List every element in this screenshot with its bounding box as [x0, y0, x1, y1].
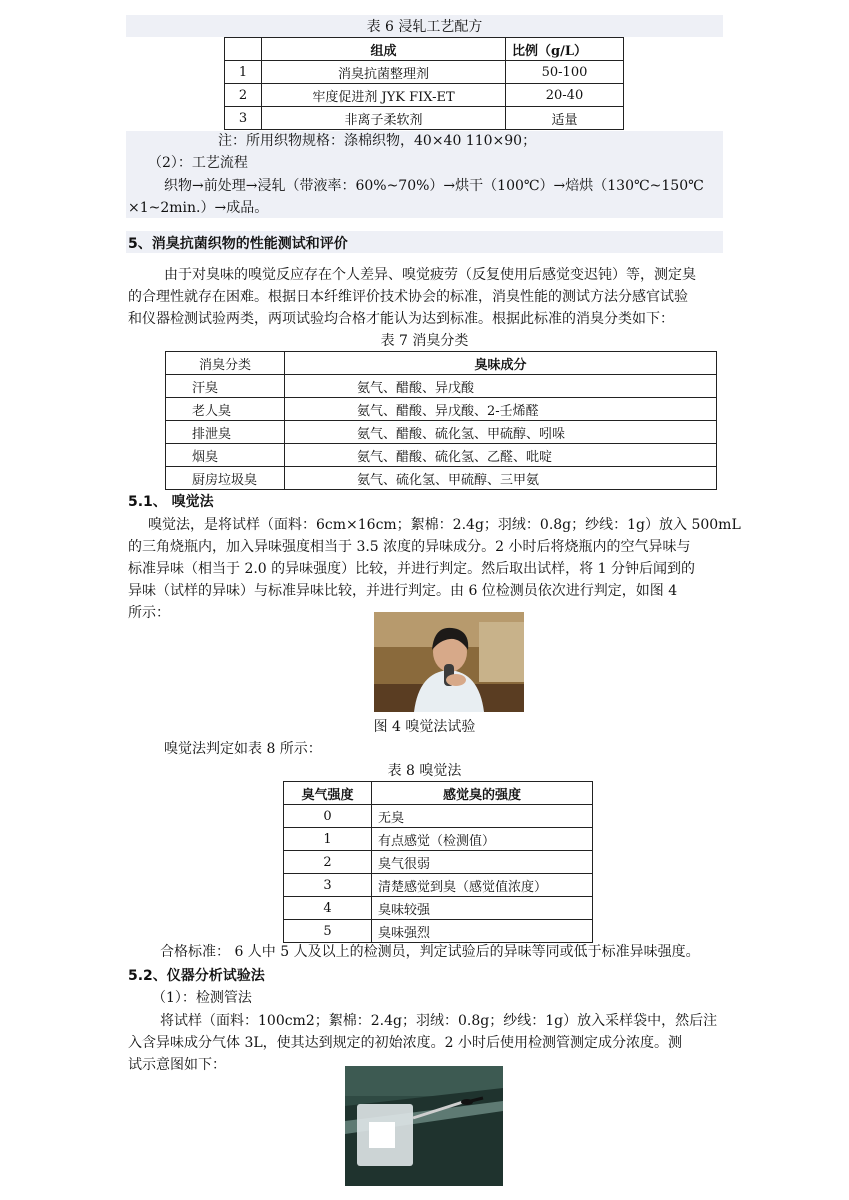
table-row	[284, 782, 593, 805]
table-cell: 汗臭	[166, 375, 285, 398]
table-cell: 适量	[506, 107, 624, 130]
smell-test-photo	[374, 612, 524, 712]
table-cell: 牢度促进剂 JYK FIX-ET	[262, 84, 506, 107]
paragraph-line: 由于对臭味的嗅觉反应存在个人差异、嗅觉疲劳（反复使用后感觉变迟钝）等，测定臭	[164, 267, 696, 283]
table-cell: 3	[225, 107, 262, 130]
paragraph-line: 的三角烧瓶内，加入异味强度相当于 3.5 浓度的异味成分。2 小时后将烧瓶内的空气异味与	[128, 539, 691, 555]
detection-tube-photo	[345, 1066, 503, 1186]
section-heading: 5.1、 嗅觉法	[128, 494, 214, 510]
table-row	[284, 874, 593, 897]
table-cell: 0	[284, 805, 372, 828]
process-title: （2）：工艺流程	[148, 155, 248, 171]
fig4-caption: 图 4 嗅觉法试验	[373, 719, 476, 735]
section-heading: 5.2、仪器分析试验法	[128, 968, 265, 984]
table-cell: 消臭抗菌整理剂	[262, 61, 506, 84]
table-cell: 氨气、硫化氢、甲硫醇、三甲氨	[285, 467, 717, 490]
table8	[283, 781, 593, 943]
subsection-title: （1）：检测管法	[152, 990, 252, 1006]
pass-standard: 合格标准： 6 人中 5 人及以上的检测员，判定试验后的异味等同或低于标准异味强度。	[160, 944, 700, 960]
table-header	[225, 38, 262, 61]
table6-note: 注：所用织物规格：涤棉织物，40×40 110×90；	[218, 133, 537, 149]
table-cell: 50-100	[506, 61, 624, 84]
paragraph-line: 将试样（面料：100cm2；絮棉：2.4g；羽绒：0.8g；纱线：1g）放入采样袋中，然后注	[160, 1013, 718, 1029]
process-line: ×1~2min.）→成品。	[128, 200, 269, 216]
process-line: 织物→前处理→浸轧（带液率：60%~70%）→烘干（100℃）→焙烘（130℃~150℃	[164, 178, 704, 194]
table-cell: 氨气、醋酸、硫化氢、乙醛、吡啶	[285, 444, 717, 467]
table-cell: 4	[284, 897, 372, 920]
paragraph-line: 嗅觉法，是将试样（面料：6cm×16cm；絮棉：2.4g；羽绒：0.8g；纱线：1g）放入 500mL	[148, 517, 741, 533]
table-header: 臭味成分	[285, 352, 717, 375]
table-row	[166, 421, 717, 444]
table-cell: 厨房垃圾臭	[166, 467, 285, 490]
table-cell: 氨气、醋酸、硫化氢、甲硫醇、吲哚	[285, 421, 717, 444]
table7-caption: 表 7 消臭分类	[380, 333, 469, 349]
table-row	[284, 897, 593, 920]
table-row	[225, 107, 624, 130]
table-cell: 臭味强烈	[372, 920, 593, 943]
paragraph-line: 和仪器检测试验两类，两项试验均合格才能认为达到标准。根据此标准的消臭分类如下：	[128, 311, 674, 327]
table-cell: 排泄臭	[166, 421, 285, 444]
table-cell: 1	[225, 61, 262, 84]
table-row	[284, 828, 593, 851]
section-heading: 5、消臭抗菌织物的性能测试和评价	[128, 236, 348, 252]
table7	[165, 351, 717, 490]
judge-intro: 嗅觉法判定如表 8 所示：	[164, 741, 322, 757]
table-header: 臭气强度	[284, 782, 372, 805]
table-row	[166, 398, 717, 421]
table-row	[284, 805, 593, 828]
paragraph-line: 入含异味成分气体 3L，使其达到规定的初始浓度。2 小时后使用检测管测定成分浓度。测	[128, 1035, 683, 1051]
table8-caption: 表 8 嗅觉法	[387, 763, 462, 779]
table-row	[166, 467, 717, 490]
table-cell: 清楚感觉到臭（感觉值浓度）	[372, 874, 593, 897]
table-row	[225, 38, 624, 61]
table-cell: 2	[284, 851, 372, 874]
table-cell: 臭气很弱	[372, 851, 593, 874]
table-cell: 氨气、醋酸、异戊酸	[285, 375, 717, 398]
table-row	[166, 352, 717, 375]
table-row	[284, 851, 593, 874]
table-row	[225, 61, 624, 84]
table6-caption: 表 6 浸轧工艺配方	[366, 19, 483, 35]
table-row	[284, 920, 593, 943]
paragraph-line: 的合理性就存在困难。根据日本纤维评价技术协会的标准，消臭性能的测试方法分感官试验	[128, 289, 688, 305]
table-cell: 2	[225, 84, 262, 107]
table-row	[166, 444, 717, 467]
paragraph-line: 标准异味（相当于 2.0 的异味强度）比较，并进行判定。然后取出试样，将 1 分钟后闻到的	[128, 561, 695, 577]
table-cell: 烟臭	[166, 444, 285, 467]
table-cell: 20-40	[506, 84, 624, 107]
paragraph-line: 试示意图如下：	[128, 1057, 226, 1073]
table-cell: 非离子柔软剂	[262, 107, 506, 130]
table-header: 感觉臭的强度	[372, 782, 593, 805]
table-header: 比例（g/L）	[506, 38, 624, 61]
table-cell: 1	[284, 828, 372, 851]
table-cell: 氨气、醋酸、异戊酸、2-壬烯醛	[285, 398, 717, 421]
table-cell: 有点感觉（检测值）	[372, 828, 593, 851]
paragraph-line: 异味（试样的异味）与标准异味比较，并进行判定。由 6 位检测员依次进行判定，如图 4	[128, 583, 678, 599]
table-cell: 老人臭	[166, 398, 285, 421]
table-row	[225, 84, 624, 107]
table-cell: 5	[284, 920, 372, 943]
table6	[224, 37, 624, 130]
table-cell: 无臭	[372, 805, 593, 828]
table-row	[166, 375, 717, 398]
table-header: 组成	[262, 38, 506, 61]
table-cell: 臭味较强	[372, 897, 593, 920]
table-header: 消臭分类	[166, 352, 285, 375]
table-cell: 3	[284, 874, 372, 897]
paragraph-line: 所示：	[128, 605, 170, 621]
